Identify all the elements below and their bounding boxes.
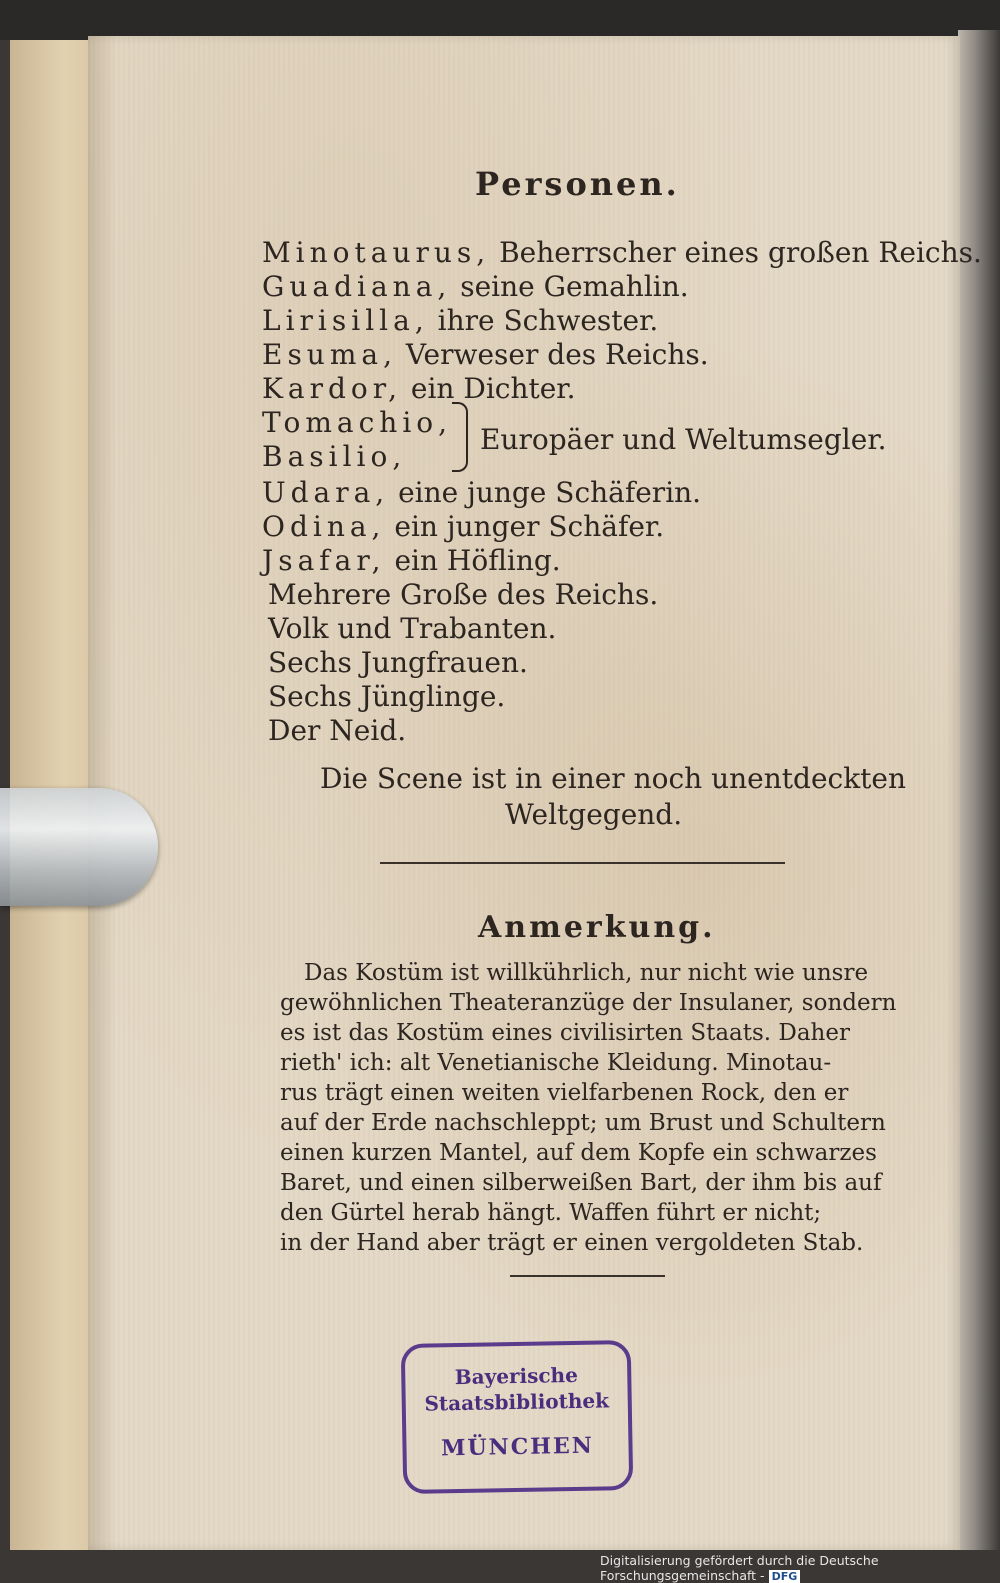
note-line: Das Kostüm ist willkührlich, nur nicht wie unsre — [304, 960, 869, 986]
dfg-logo: DFG — [769, 1570, 801, 1583]
cast-name: Kardor, — [262, 372, 402, 405]
note-line: einen kurzen Mantel, auf dem Kopfe ein schwarzes — [280, 1140, 877, 1166]
scene-line: Die Scene ist in einer noch unentdeckten — [320, 762, 907, 795]
bracket-label: Europäer und Weltumsegler. — [480, 423, 887, 456]
note-line: in der Hand aber trägt er einen vergoldeten Stab. — [280, 1230, 864, 1256]
cast-name: Minotaurus, — [262, 236, 491, 269]
stamp-line: Staatsbibliothek — [424, 1388, 610, 1416]
page-heading: Personen. — [475, 165, 680, 203]
cast-entry — [262, 544, 561, 578]
cast-entry — [262, 270, 689, 304]
cast-name: Tomachio, — [262, 406, 453, 439]
cast-name: Guadiana, — [262, 270, 452, 303]
cast-role: ein Höfling. — [394, 544, 561, 577]
glass-page-clip — [0, 788, 158, 906]
cast-role: Verweser des Reichs. — [405, 338, 709, 371]
cast-entry: Volk und Trabanten. — [268, 612, 557, 645]
note-line: den Gürtel herab hängt. Waffen führt er nicht; — [280, 1200, 822, 1226]
cast-entry — [262, 510, 664, 544]
note-line: Baret, und einen silberweißen Bart, der ihm bis auf — [280, 1170, 882, 1196]
library-stamp — [401, 1340, 634, 1494]
cast-entry — [262, 304, 658, 338]
cast-entry — [262, 236, 982, 270]
note-heading: Anmerkung. — [478, 910, 716, 945]
cast-entry — [262, 338, 709, 372]
cast-role: ein junger Schäfer. — [394, 510, 665, 543]
cast-entry: Der Neid. — [268, 714, 407, 747]
digitization-credit — [600, 1553, 1000, 1583]
stamp-line: MÜNCHEN — [440, 1432, 595, 1462]
scene-line: Weltgegend. — [505, 798, 683, 831]
cast-role: eine junge Schäferin. — [398, 476, 702, 509]
stamp-line: Bayerische — [454, 1362, 579, 1390]
note-line: rieth' ich: alt Venetianische Kleidung. Minotau- — [280, 1050, 832, 1076]
cast-entry: Sechs Jungfrauen. — [268, 646, 528, 679]
credit-text: Digitalisierung gefördert durch die Deutsche Forschungsgemeinschaft - — [600, 1553, 879, 1583]
note-line: es ist das Kostüm eines civilisirten Staats. Daher — [280, 1020, 850, 1046]
cast-name: Udara, — [262, 476, 390, 509]
cast-role: seine Gemahlin. — [460, 270, 689, 303]
note-line: gewöhnlichen Theateranzüge der Insulaner, sondern — [280, 990, 897, 1016]
cast-entry — [262, 406, 452, 440]
cast-name: Esuma, — [262, 338, 397, 371]
cast-role: Beherrscher eines großen Reichs. — [499, 236, 982, 269]
cast-entry: Mehrere Große des Reichs. — [268, 578, 659, 611]
cast-entry — [262, 476, 701, 510]
cast-name: Lirisilla, — [262, 304, 429, 337]
end-rule — [510, 1275, 665, 1277]
cast-name: Jsafar, — [262, 544, 386, 577]
cast-entry — [262, 440, 406, 474]
note-line: auf der Erde nachschleppt; um Brust und Schultern — [280, 1110, 886, 1136]
cast-name: Basilio, — [262, 440, 407, 473]
cast-role: ihre Schwester. — [437, 304, 659, 337]
note-line: rus trägt einen weiten vielfarbenen Rock, den er — [280, 1080, 849, 1106]
cast-name: Odina, — [262, 510, 386, 543]
cast-role: ein Dichter. — [410, 372, 576, 405]
divider-rule — [380, 862, 785, 864]
cast-entry — [262, 372, 576, 406]
curly-brace — [452, 402, 468, 472]
cast-entry: Sechs Jünglinge. — [268, 680, 506, 713]
scan-background-top — [0, 0, 1000, 40]
